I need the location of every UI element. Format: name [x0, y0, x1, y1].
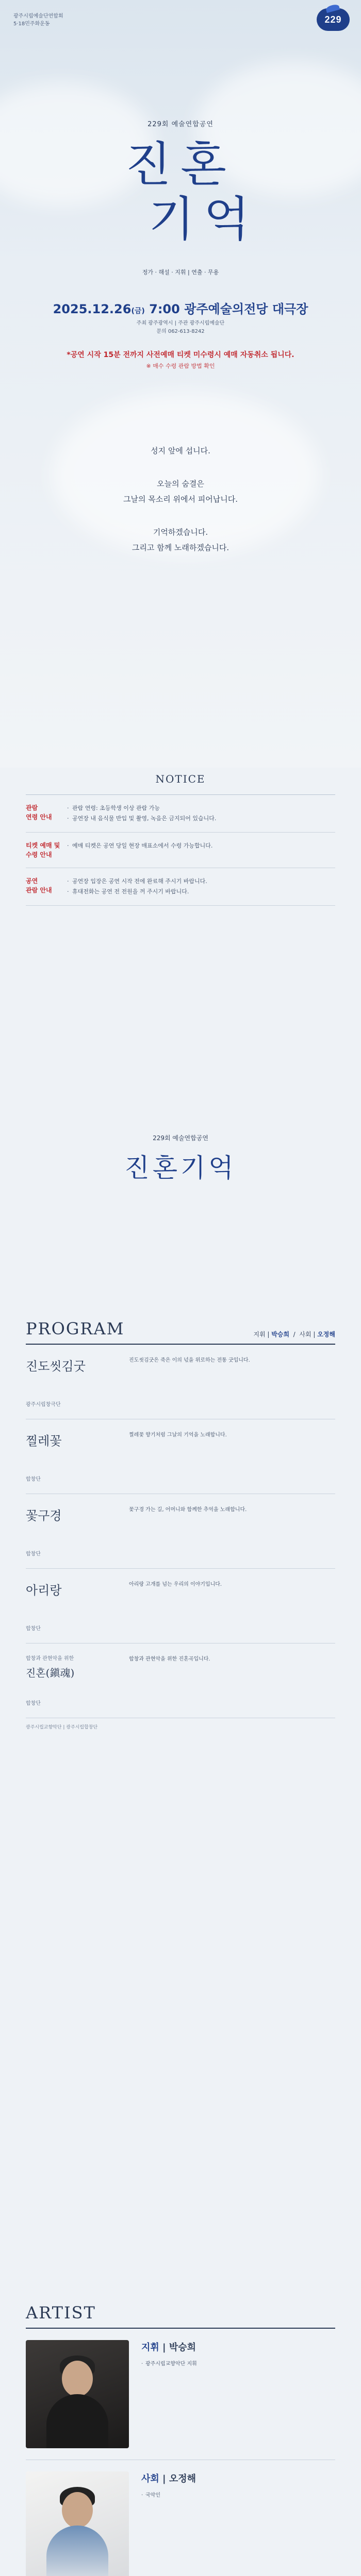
piece-desc: 꽃구경 가는 길, 어머니와 함께한 추억을 노래합니다. [129, 1507, 247, 1513]
artist-section [26, 2303, 335, 2576]
piece-name: 찔레꽃 [26, 1434, 62, 1448]
piece-desc: 찔레꽃 향기처럼 그날의 기억을 노래합니다. [129, 1432, 227, 1438]
hero-meta: 정가 · 해설 · 지휘 | 연출 · 무용 [142, 269, 219, 276]
piece-desc: 합창과 관현악을 위한 진혼곡입니다. [129, 1656, 210, 1662]
piece-name: 진도씻김굿 [26, 1359, 86, 1374]
notice-item: · 공연장 입장은 공연 시작 전에 완료해 주시기 바랍니다. [67, 876, 335, 887]
piece-name: 꽃구경 [26, 1509, 62, 1523]
hero-title: 진혼 기억 [125, 137, 259, 247]
notice-row [26, 795, 335, 833]
artist-photo [26, 2471, 129, 2576]
hero-section [0, 0, 361, 768]
piece-performer: 합창단 [26, 1701, 41, 1706]
notice-row [26, 833, 335, 868]
piece-performer: 합창단 [26, 1477, 41, 1482]
program-item [26, 1569, 335, 1643]
program-title: PROGRAM [26, 1319, 125, 1338]
program-item [26, 1643, 335, 1718]
notice-item: · 관람 연령: 초등학생 이상 관람 가능 [67, 803, 335, 814]
poem: 성지 앞에 섭니다. 오늘의 숨결은 그날의 목소리 위에서 피어납니다. 기억하겠습니다. 그리고 함께 노래하겠습니다. [123, 446, 238, 552]
notice-label: 공연 관람 안내 [26, 877, 52, 894]
program-credits: 지휘 | 박승희 / 사회 | 오정해 [253, 1331, 335, 1338]
ticket-notice-sub: ※ 매수 수령 관람 방법 확인 [146, 363, 215, 369]
notice-item: · 공연장 내 음식물 반입 및 촬영, 녹음은 금지되어 있습니다. [67, 814, 335, 824]
notice-label: 티켓 예매 및 수령 안내 [26, 842, 60, 858]
notice-row [26, 868, 335, 906]
piece-prefix: 합창과 관현악을 위한 [26, 1656, 74, 1662]
piece-performer: 합창단 [26, 1626, 41, 1632]
program-item [26, 1494, 335, 1569]
artist-title: ARTIST [26, 2303, 335, 2329]
artist-name: 사회 | 오정해 [141, 2473, 196, 2484]
piece-desc: 아리랑 고개를 넘는 우리의 이야기입니다. [129, 1582, 222, 1587]
artist-bio-line: · 국악인 [141, 2491, 335, 2500]
notice-title: NOTICE [155, 773, 206, 785]
org-lines: 광주시립예술단연합회 5·18민주화운동 [13, 13, 63, 27]
event-date: 2025.12.26(금) 7:00 광주예술의전당 대극장 [53, 302, 308, 316]
program-intro-title: 진혼기억 [124, 1153, 237, 1183]
piece-name: 진혼(鎭魂) [26, 1667, 75, 1679]
ticket-notice: *공연 시작 15분 전까지 사전예매 티켓 미수령시 예매 자동취소 됩니다. [67, 351, 294, 359]
event-organizers: 주최 광주광역시 | 주관 광주시립예술단 문의 062-613-8242 [136, 320, 225, 334]
piece-performer: 합창단 [26, 1551, 41, 1557]
artist-photo [26, 2340, 129, 2448]
program-section [26, 1319, 335, 1730]
program-intro-sub: 229회 예술연합공연 [153, 1134, 208, 1142]
piece-performer: 광주시립창극단 [26, 1402, 61, 1408]
229-logo: 229 [317, 8, 350, 31]
piece-desc: 진도씻김굿은 죽은 이의 넋을 위로하는 전통 굿입니다. [129, 1358, 250, 1363]
artist-bio-line: · 광주시립교향악단 지휘 [141, 2360, 335, 2369]
hero-subtitle: 229회 예술연합공연 [147, 121, 214, 128]
program-intro [0, 1133, 361, 1184]
program-item [26, 1419, 335, 1494]
notice-section [0, 773, 361, 1103]
program-item [26, 1345, 335, 1419]
artist-name: 지휘 | 박승희 [141, 2342, 196, 2353]
notice-label: 관람 연령 안내 [26, 804, 52, 821]
program-footnote: 광주시립교향악단 | 광주시립합창단 [26, 1725, 98, 1730]
piece-name: 아리랑 [26, 1583, 62, 1598]
artist-row [26, 2329, 335, 2460]
artist-row [26, 2460, 335, 2576]
notice-item: · 예매 티켓은 공연 당일 현장 매표소에서 수령 가능합니다. [67, 841, 335, 851]
notice-item: · 휴대전화는 공연 전 전원을 꺼 주시기 바랍니다. [67, 887, 335, 897]
